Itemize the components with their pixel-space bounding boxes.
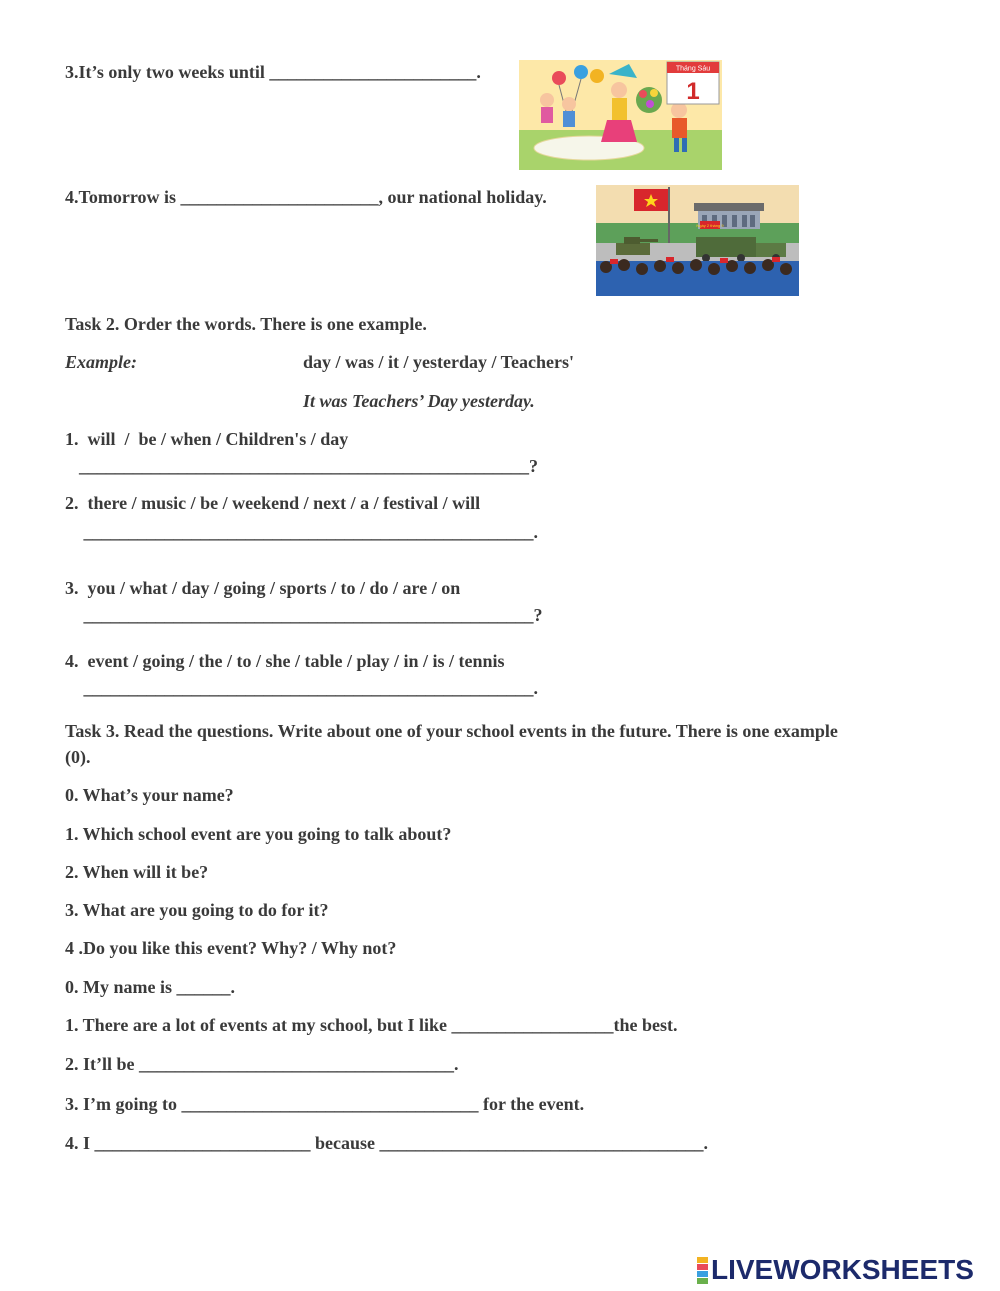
liveworksheets-logo (697, 1254, 974, 1286)
task3-question-0: 0. What’s your name? (65, 785, 234, 805)
task2-item-3-answer-line[interactable]: __________________________________________________? (70, 605, 543, 625)
task2-example-label: Example: (65, 352, 137, 372)
task3-question-1: 1. Which school event are you going to talk about? (65, 824, 452, 844)
task3-answer-3[interactable]: 3. I’m going to _________________________________ for the event. (65, 1094, 585, 1114)
task2-item-4-words: 4. event / going / the / to / she / table / play / in / is / tennis (65, 651, 505, 671)
logo-block-l (697, 1257, 708, 1263)
task3-question-4: 4 .Do you like this event? Why? / Why not? (65, 938, 397, 958)
childrens-day-illustration (519, 60, 722, 170)
task3-heading-line-2: (0). (65, 747, 91, 767)
task1-question-4: 4.Tomorrow is ______________________, our national holiday. (65, 187, 547, 207)
task3-heading-line-1: Task 3. Read the questions. Write about one of your school events in the future. There is one example (65, 721, 838, 741)
task2-item-4-answer-line[interactable]: __________________________________________________. (70, 678, 538, 698)
national-day-parade-illustration (596, 185, 799, 296)
banner-text: Ngày 2 tháng 9 (696, 223, 724, 228)
task2-example-words: day / was / it / yesterday / Teachers' (303, 352, 574, 372)
task2-example-answer: It was Teachers’ Day yesterday. (303, 391, 535, 411)
task3-answer-0[interactable]: 0. My name is ______. (65, 977, 235, 997)
task3-answer-4[interactable]: 4. I ________________________ because ____________________________________. (65, 1133, 708, 1153)
logo-block-i (697, 1264, 708, 1270)
calendar-month-label: Tháng Sáu (675, 65, 711, 73)
task1-question-3: 3.It’s only two weeks until _______________________. (65, 62, 481, 82)
task3-answer-1[interactable]: 1. There are a lot of events at my school, but I like __________________the best. (65, 1015, 678, 1035)
task3-answer-2[interactable]: 2. It’ll be ___________________________________. (65, 1054, 459, 1074)
task2-item-3-words: 3. you / what / day / going / sports / to / do / are / on (65, 578, 461, 598)
logo-block-e (697, 1278, 708, 1284)
logo-color-blocks (697, 1257, 708, 1284)
task2-item-2-answer-line[interactable]: __________________________________________________. (70, 522, 538, 542)
task3-question-3: 3. What are you going to do for it? (65, 900, 329, 920)
task3-question-2: 2. When will it be? (65, 862, 209, 882)
calendar-day-number: 1 (686, 78, 700, 105)
logo-block-v (697, 1271, 708, 1277)
logo-text: LIVEWORKSHEETS (711, 1254, 974, 1285)
task2-heading: Task 2. Order the words. There is one example. (65, 314, 427, 334)
task2-item-1-words: 1. will / be / when / Children's / day (65, 429, 349, 449)
task2-item-1-answer-line[interactable]: __________________________________________________? (70, 456, 538, 476)
task2-item-2-words: 2. there / music / be / weekend / next / a / festival / will (65, 493, 481, 513)
